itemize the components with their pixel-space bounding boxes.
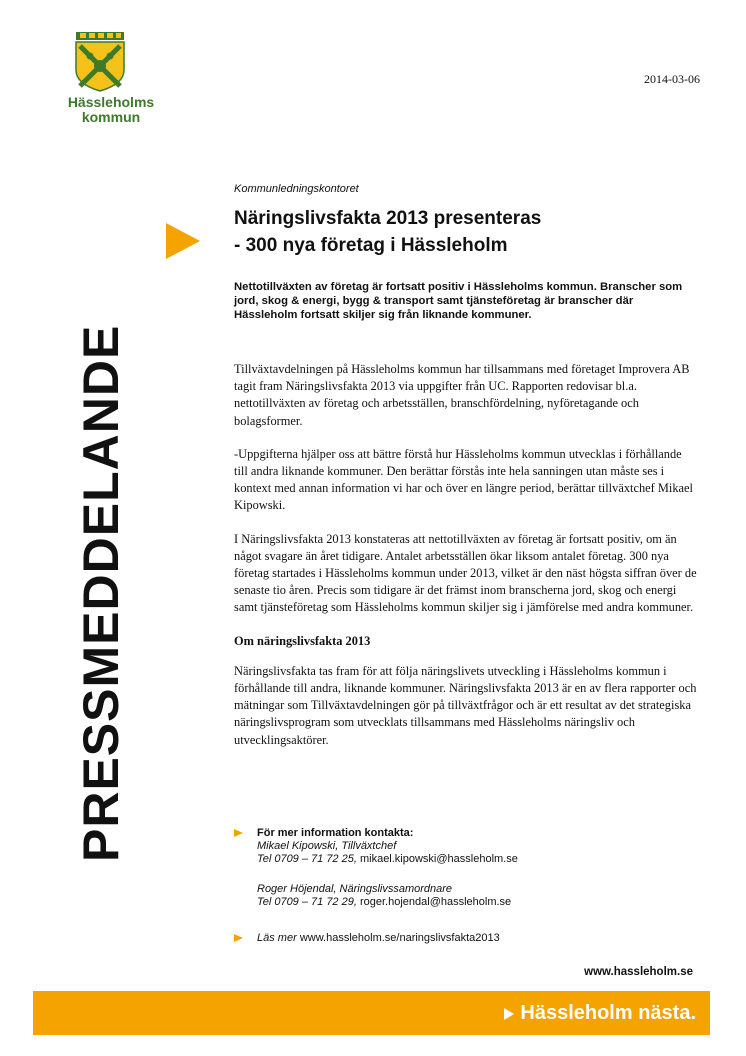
article-body xyxy=(234,361,698,765)
headline-line-1: Näringslivsfakta 2013 presenteras xyxy=(234,208,542,229)
department-name: Kommunledningskontoret xyxy=(234,183,359,195)
play-arrow-icon xyxy=(504,1008,514,1020)
headline xyxy=(234,205,694,259)
contact-1-name: Mikael Kipowski, Tillväxtchef xyxy=(257,840,397,852)
municipality-logo xyxy=(66,30,156,125)
contact-1-phone: Tel 0709 – 71 72 25, xyxy=(257,852,357,865)
contact-2-email[interactable]: roger.hojendal@hassleholm.se xyxy=(359,895,512,908)
press-release-vertical-title: PRESSMEDDELANDE xyxy=(73,324,129,862)
contact-2-phone: Tel 0709 – 71 72 29, xyxy=(257,895,357,908)
contact-heading: För mer information kontakta: xyxy=(257,827,414,839)
website-link[interactable]: www.hassleholm.se xyxy=(584,966,693,978)
paragraph-4: Näringslivsfakta tas fram för att följa näringslivets utveckling i Hässleholms kommun i förhållande till andra, liknande kommuner. Näringslivsfakta 2013 är en av flera rapporter och mätningar som Tillväxtavdelningen gör på tillväxtfrågor och är ett resultat av det strategiska näringslivsprogram som utvecklats tillsammans med Hässleholms näringsliv och utvecklingsaktörer. xyxy=(234,663,697,747)
bullet-arrow-icon xyxy=(234,829,243,837)
read-more-link[interactable]: www.hassleholm.se/naringslivsfakta2013 xyxy=(299,932,500,944)
subheading: Om näringslivsfakta 2013 xyxy=(234,633,371,648)
bullet-arrow-icon xyxy=(234,934,243,942)
slogan-text: Hässleholm nästa. xyxy=(520,1002,696,1024)
read-more-line xyxy=(257,932,500,945)
triangle-arrow-icon xyxy=(166,223,200,259)
paragraph-2: -Uppgifterna hjälper oss att bättre förstå hur Hässleholms kommun utvecklas i förhållande till andra liknande kommuner. Den berättar förstås inte hela sanningen utan måste ses i kontext med annan information vi har och över en längre period, berättar tillväxtchef Mikael Kipowski. xyxy=(234,446,693,513)
headline-line-2: - 300 nya företag i Hässleholm xyxy=(234,235,508,256)
footer-banner xyxy=(33,991,710,1035)
logo-line-1: Hässleholms xyxy=(67,94,155,110)
slogan xyxy=(504,1000,696,1026)
read-more-label: Läs mer xyxy=(257,932,297,944)
contact-person-2 xyxy=(257,883,511,908)
lead-paragraph: Nettotillväxten av företag är fortsatt positiv i Hässleholms kommun. Branscher som jord, skog & energi, bygg & transport samt tjänsteföretag är branscher där Hässleholm fortsatt skiljer sig från liknande kommuner. xyxy=(234,281,683,321)
paragraph-1: Tillväxtavdelningen på Hässleholms kommun har tillsammans med företaget Improvera AB tagit fram Näringslivsfakta 2013 via uppgifter från UC. Rapporten redovisar bl.a. nettotillväxten av företag och arbetsställen, branschfördelning, nyföretagande och bolagsformer. xyxy=(234,362,690,428)
coat-of-arms-icon xyxy=(72,30,128,92)
contact-2-name: Roger Höjendal, Näringslivssamordnare xyxy=(257,883,453,895)
contact-person-1 xyxy=(257,840,518,865)
paragraph-3: I Näringslivsfakta 2013 konstateras att nettotillväxten av företag är fortsatt positiv, om än något svagare än året tidigare. Antalet arbetsställen ökar liksom antalet företag. 300 nya företag startades i Hässleholms kommun under 2013, vilket är den näst högsta siffran över de senaste tio åren. Precis som tidigare är det främst inom branscherna jord, skog och energi samt tjänsteföretag som Hässleholms kommun skiljer sig i jämförelse med andra kommuner. xyxy=(234,531,697,615)
contact-1-email[interactable]: mikael.kipowski@hassleholm.se xyxy=(359,852,518,865)
press-release-date: 2014-03-06 xyxy=(644,72,700,86)
logo-line-2: kommun xyxy=(81,109,141,125)
